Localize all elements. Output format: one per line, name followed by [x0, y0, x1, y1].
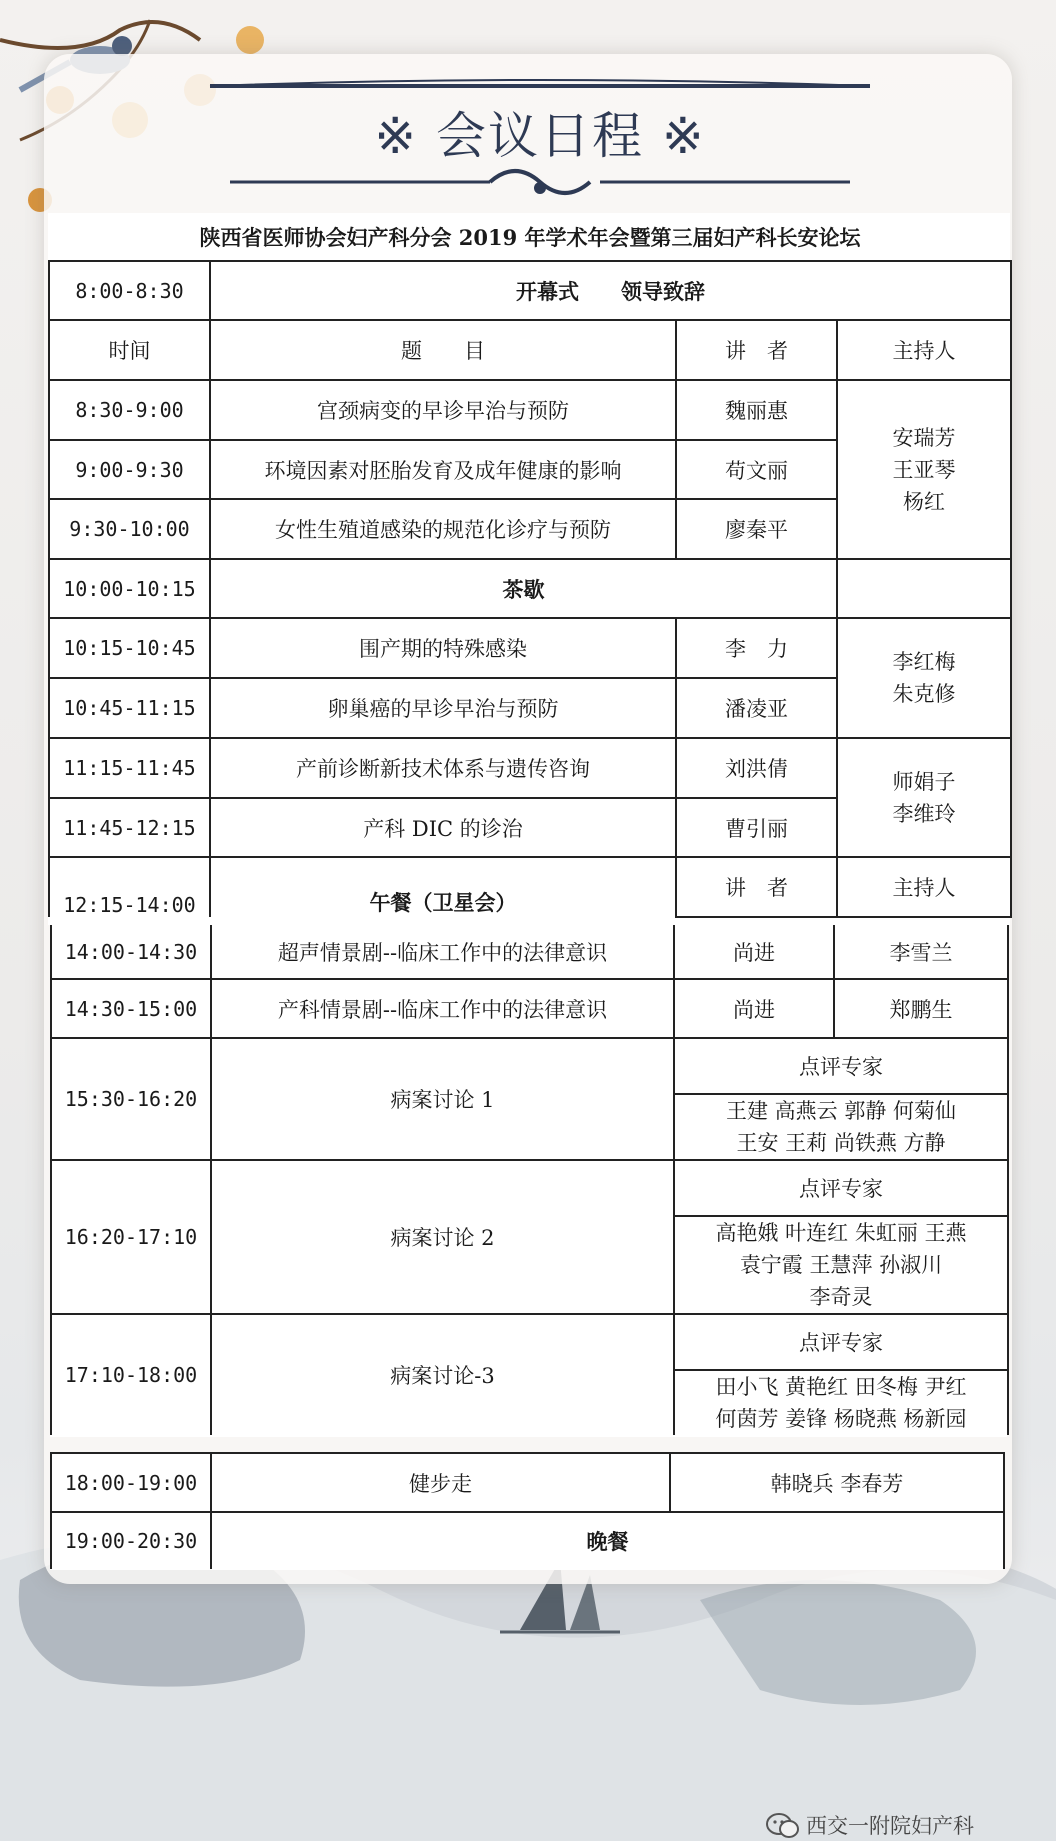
session-time: 9:30-10:00 — [49, 499, 210, 559]
page-title: ※ 会议日程 ※ — [374, 107, 706, 165]
lunch-time: 12:15-14:00 — [49, 857, 210, 917]
session-topic: 产科情景剧--临床工作中的法律意识 — [211, 979, 674, 1038]
expert-header: 点评专家 — [674, 1314, 1008, 1370]
case-time: 17:10-18:00 — [51, 1314, 211, 1435]
session-topic: 环境因素对胚胎发育及成年健康的影响 — [210, 440, 676, 499]
opening-time: 8:00-8:30 — [49, 261, 210, 320]
session-topic: 超声情景剧--临床工作中的法律意识 — [211, 925, 674, 979]
header-host: 主持人 — [837, 320, 1011, 380]
expert-list — [674, 1094, 1008, 1160]
lunch-host-header: 主持人 — [837, 857, 1011, 917]
opening-label: 开幕式 领导致辞 — [210, 261, 1011, 320]
session-time: 10:15-10:45 — [49, 618, 210, 678]
lunch-label: 午餐（卫星会） — [210, 857, 676, 917]
tea-label: 茶歇 — [210, 559, 837, 618]
header-speaker: 讲 者 — [676, 320, 837, 380]
case-time: 16:20-17:10 — [51, 1160, 211, 1314]
session-topic: 产前诊断新技术体系与遗传咨询 — [210, 738, 676, 798]
host-name: 杨红 — [903, 489, 945, 514]
empty-cell — [837, 559, 1011, 618]
header-topic: 题 目 — [210, 320, 676, 380]
session-host: 李雪兰 — [834, 925, 1008, 979]
walk-time: 18:00-19:00 — [51, 1453, 211, 1512]
host-name: 朱克修 — [892, 682, 956, 706]
dinner-label: 晚餐 — [211, 1512, 1004, 1569]
session-speaker: 尚进 — [674, 979, 834, 1038]
session-speaker: 潘凌亚 — [676, 678, 837, 738]
expert-line: 田小飞 黄艳红 田冬梅 尹红 — [715, 1375, 967, 1399]
session-speaker: 魏丽惠 — [676, 380, 837, 440]
evening-table — [50, 1452, 1005, 1569]
evening-schedule — [50, 1452, 1003, 1570]
session-speaker: 李 力 — [676, 618, 837, 678]
wechat-icon — [766, 1812, 800, 1840]
expert-line: 王安 王莉 尚铁燕 方静 — [736, 1131, 946, 1155]
morning-table — [48, 213, 1012, 918]
expert-header: 点评专家 — [674, 1038, 1008, 1094]
table-row — [51, 1160, 1008, 1216]
expert-header: 点评专家 — [674, 1160, 1008, 1216]
host-cell-2 — [837, 618, 1011, 738]
session-time: 14:30-15:00 — [51, 979, 211, 1038]
afternoon-table — [50, 925, 1009, 1435]
host-name: 王亚琴 — [892, 457, 956, 482]
session-time: 11:15-11:45 — [49, 738, 210, 798]
expert-list — [674, 1370, 1008, 1435]
session-time: 14:00-14:30 — [51, 925, 211, 979]
session-topic: 围产期的特殊感染 — [210, 618, 676, 678]
session-speaker: 廖秦平 — [676, 499, 837, 559]
host-cell-1 — [837, 380, 1011, 559]
table-row — [49, 559, 1011, 618]
session-speaker: 刘洪倩 — [676, 738, 837, 798]
table-row — [49, 857, 1011, 917]
account-caption: 西交一附院妇产科 — [806, 1814, 974, 1838]
session-host: 郑鹏生 — [834, 979, 1008, 1038]
table-row — [51, 1314, 1008, 1370]
expert-list — [674, 1216, 1008, 1314]
session-speaker: 曹引丽 — [676, 798, 837, 857]
expert-line: 李奇灵 — [809, 1285, 873, 1309]
table-row — [51, 1512, 1004, 1569]
case-topic: 病案讨论-3 — [211, 1314, 674, 1435]
walk-topic: 健步走 — [211, 1453, 670, 1512]
session-topic: 女性生殖道感染的规范化诊疗与预防 — [210, 499, 676, 559]
host-name: 安瑞芳 — [892, 425, 956, 450]
walk-people: 韩晓兵 李春芳 — [670, 1453, 1004, 1512]
expert-line: 袁宁霞 王慧萍 孙淑川 — [739, 1253, 943, 1277]
table-row — [49, 380, 1011, 440]
dinner-time: 19:00-20:30 — [51, 1512, 211, 1569]
title-banner — [170, 60, 910, 210]
session-speaker: 尚进 — [674, 925, 834, 979]
session-time: 9:00-9:30 — [49, 440, 210, 499]
morning-schedule — [48, 213, 1010, 925]
session-time: 11:45-12:15 — [49, 798, 210, 857]
case-topic: 病案讨论 2 — [211, 1160, 674, 1314]
table-row — [51, 1453, 1004, 1512]
table-row — [51, 925, 1008, 979]
table-row — [49, 618, 1011, 678]
table-row — [51, 979, 1008, 1038]
expert-line: 何茵芳 姜锋 杨晓燕 杨新园 — [715, 1407, 967, 1431]
header-time: 时间 — [49, 320, 210, 380]
tea-time: 10:00-10:15 — [49, 559, 210, 618]
host-cell-3 — [837, 738, 1011, 857]
expert-line: 王建 高燕云 郭静 何菊仙 — [725, 1099, 957, 1123]
afternoon-schedule — [50, 925, 1007, 1437]
expert-line: 高艳娥 叶连红 朱虹丽 王燕 — [715, 1221, 967, 1245]
session-topic: 产科 DIC 的诊治 — [210, 798, 676, 857]
session-topic: 宫颈病变的早诊早治与预防 — [210, 380, 676, 440]
case-topic: 病案讨论 1 — [211, 1038, 674, 1160]
lunch-speaker-header: 讲 者 — [676, 857, 837, 917]
session-time: 8:30-9:00 — [49, 380, 210, 440]
session-topic: 卵巢癌的早诊早治与预防 — [210, 678, 676, 738]
session-time: 10:45-11:15 — [49, 678, 210, 738]
table-row — [49, 738, 1011, 798]
host-name: 师娟子 — [892, 769, 956, 794]
case-time: 15:30-16:20 — [51, 1038, 211, 1160]
host-name: 李维玲 — [892, 801, 956, 826]
session-speaker: 苟文丽 — [676, 440, 837, 499]
conference-title: 陕西省医师协会妇产科分会 2019 年学术年会暨第三届妇产科长安论坛 — [49, 213, 1011, 261]
host-name: 李红梅 — [892, 650, 956, 674]
table-row — [51, 1038, 1008, 1094]
